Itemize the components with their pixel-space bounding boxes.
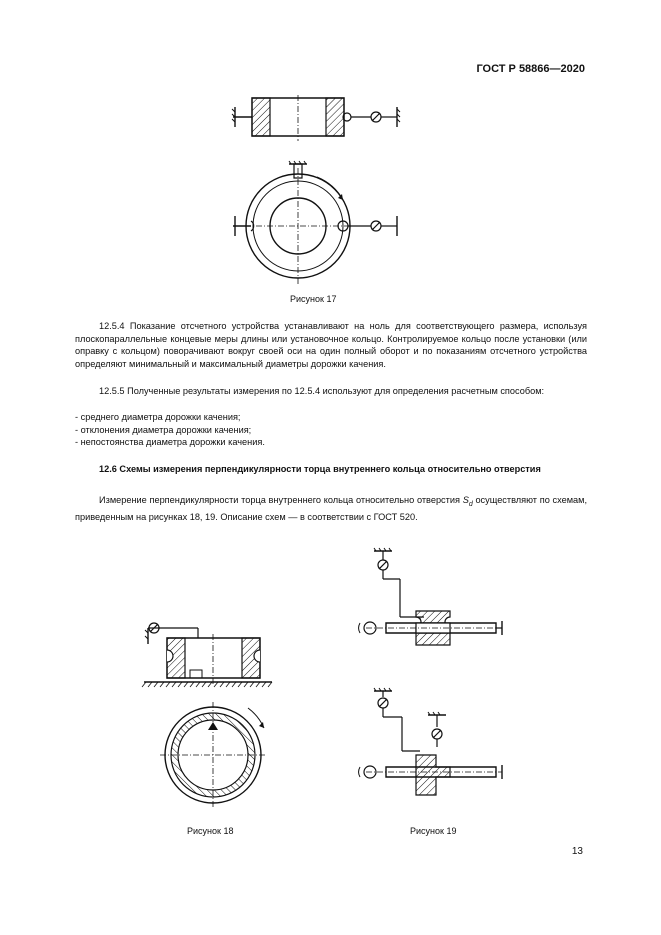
symbol-subscript: d [468,500,473,508]
figure-19-top-drawing [352,545,512,665]
paragraph-12-6-text-b: осуществляют по схемам, приведенным на рисунках 18, 19. Описание схем — в соответствии с ГОСТ 520. [75,495,587,523]
paragraph-12-6 [75,494,587,524]
figure-18-drawing [140,610,280,820]
list-item: - непостоянства диаметра дорожки качения. [75,437,265,448]
figure-19-bottom-drawing [352,685,512,810]
symbol-s: S [462,495,469,505]
figure-17-plan-view [225,160,405,290]
document-header: ГОСТ Р 58866—2020 [476,63,585,75]
list-item: - отклонения диаметра дорожки качения; [75,424,252,435]
paragraph-12-5-4 [75,320,587,370]
section-title-12-6: 12.6 Схемы измерения перпендикулярности торца внутреннего кольца относительно отверстия [99,464,541,474]
paragraph-12-5-5 [75,385,587,398]
paragraph-12-5-5-text: 12.5.5 Полученные результаты измерения по 12.5.4 используют для определения расчетным способом: [99,386,545,396]
paragraph-12-6-text-a: Измерение перпендикулярности торца внутреннего кольца относительно отверстия [99,495,463,505]
figure-17-section-view [225,95,405,145]
page-number: 13 [571,846,583,857]
list-item: - среднего диаметра дорожки качения; [75,412,241,422]
figure-19-caption: Рисунок 19 [410,826,457,836]
paragraph-12-5-4-text: 12.5.4 Показание отсчетного устройства устанавливают на ноль для соответствующего размера, используя плоскопараллельные концевые меры длины или установочное кольцо. Контролируемое кольцо после установки (или оправку с кольцом) поворачивают вокруг своей оси на один полный оборот и по показаниям отсчетного устройства определяют минимальный и максимальный диаметры дорожки качения. [75,321,587,369]
bullet-list [75,411,265,449]
figure-18-caption: Рисунок 18 [187,826,234,836]
figure-17-caption: Рисунок 17 [290,294,337,304]
